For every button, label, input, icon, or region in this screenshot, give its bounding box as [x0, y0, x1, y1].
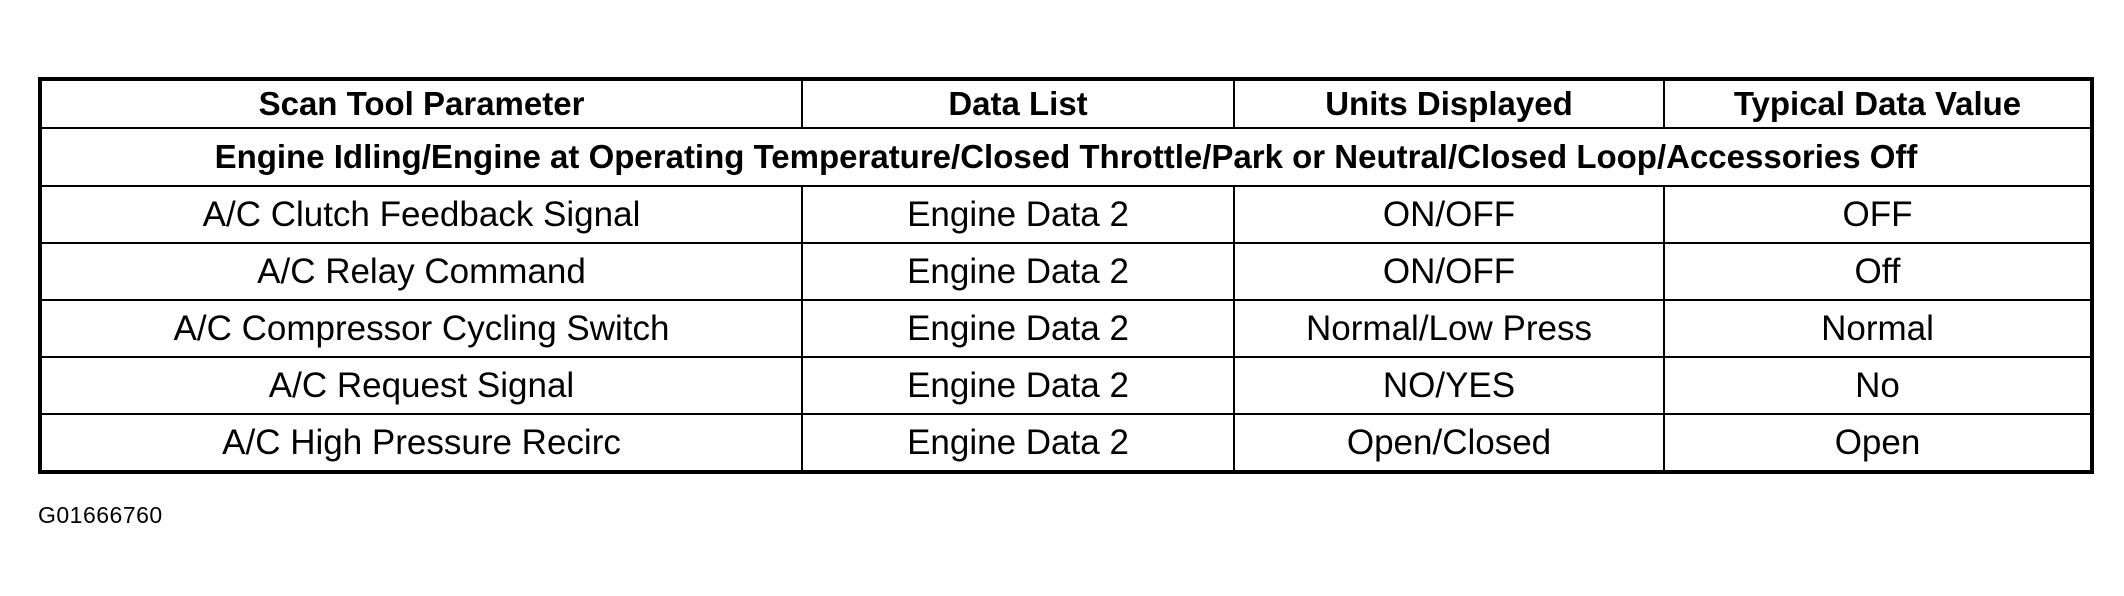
data-list-cell: Engine Data 2	[802, 414, 1234, 472]
data-list-cell: Engine Data 2	[802, 186, 1234, 243]
header-typical-data-value: Typical Data Value	[1664, 79, 2092, 128]
operating-condition: Engine Idling/Engine at Operating Temperature/Closed Throttle/Park or Neutral/Closed Loop/Accessories Off	[40, 128, 2092, 186]
parameter-cell: A/C Clutch Feedback Signal	[40, 186, 802, 243]
parameter-cell: A/C Request Signal	[40, 357, 802, 414]
typical-value-cell: No	[1664, 357, 2092, 414]
condition-row	[40, 128, 2092, 186]
table-row	[40, 414, 2092, 472]
header-scan-tool-parameter: Scan Tool Parameter	[40, 79, 802, 128]
parameter-cell: A/C Compressor Cycling Switch	[40, 300, 802, 357]
units-cell: Open/Closed	[1234, 414, 1664, 472]
typical-value-cell: OFF	[1664, 186, 2092, 243]
header-units-displayed: Units Displayed	[1234, 79, 1664, 128]
units-cell: NO/YES	[1234, 357, 1664, 414]
data-list-cell: Engine Data 2	[802, 357, 1234, 414]
table-header-row	[40, 79, 2092, 128]
table-row	[40, 186, 2092, 243]
scan-tool-data-table-container	[38, 77, 2090, 474]
header-data-list: Data List	[802, 79, 1234, 128]
typical-value-cell: Normal	[1664, 300, 2092, 357]
data-list-cell: Engine Data 2	[802, 243, 1234, 300]
parameter-cell: A/C Relay Command	[40, 243, 802, 300]
typical-value-cell: Off	[1664, 243, 2092, 300]
units-cell: Normal/Low Press	[1234, 300, 1664, 357]
units-cell: ON/OFF	[1234, 243, 1664, 300]
table-row	[40, 300, 2092, 357]
typical-value-cell: Open	[1664, 414, 2092, 472]
table-row	[40, 357, 2092, 414]
parameter-cell: A/C High Pressure Recirc	[40, 414, 802, 472]
scan-tool-data-table	[38, 77, 2094, 474]
figure-id: G01666760	[38, 502, 163, 528]
data-list-cell: Engine Data 2	[802, 300, 1234, 357]
units-cell: ON/OFF	[1234, 186, 1664, 243]
table-row	[40, 243, 2092, 300]
